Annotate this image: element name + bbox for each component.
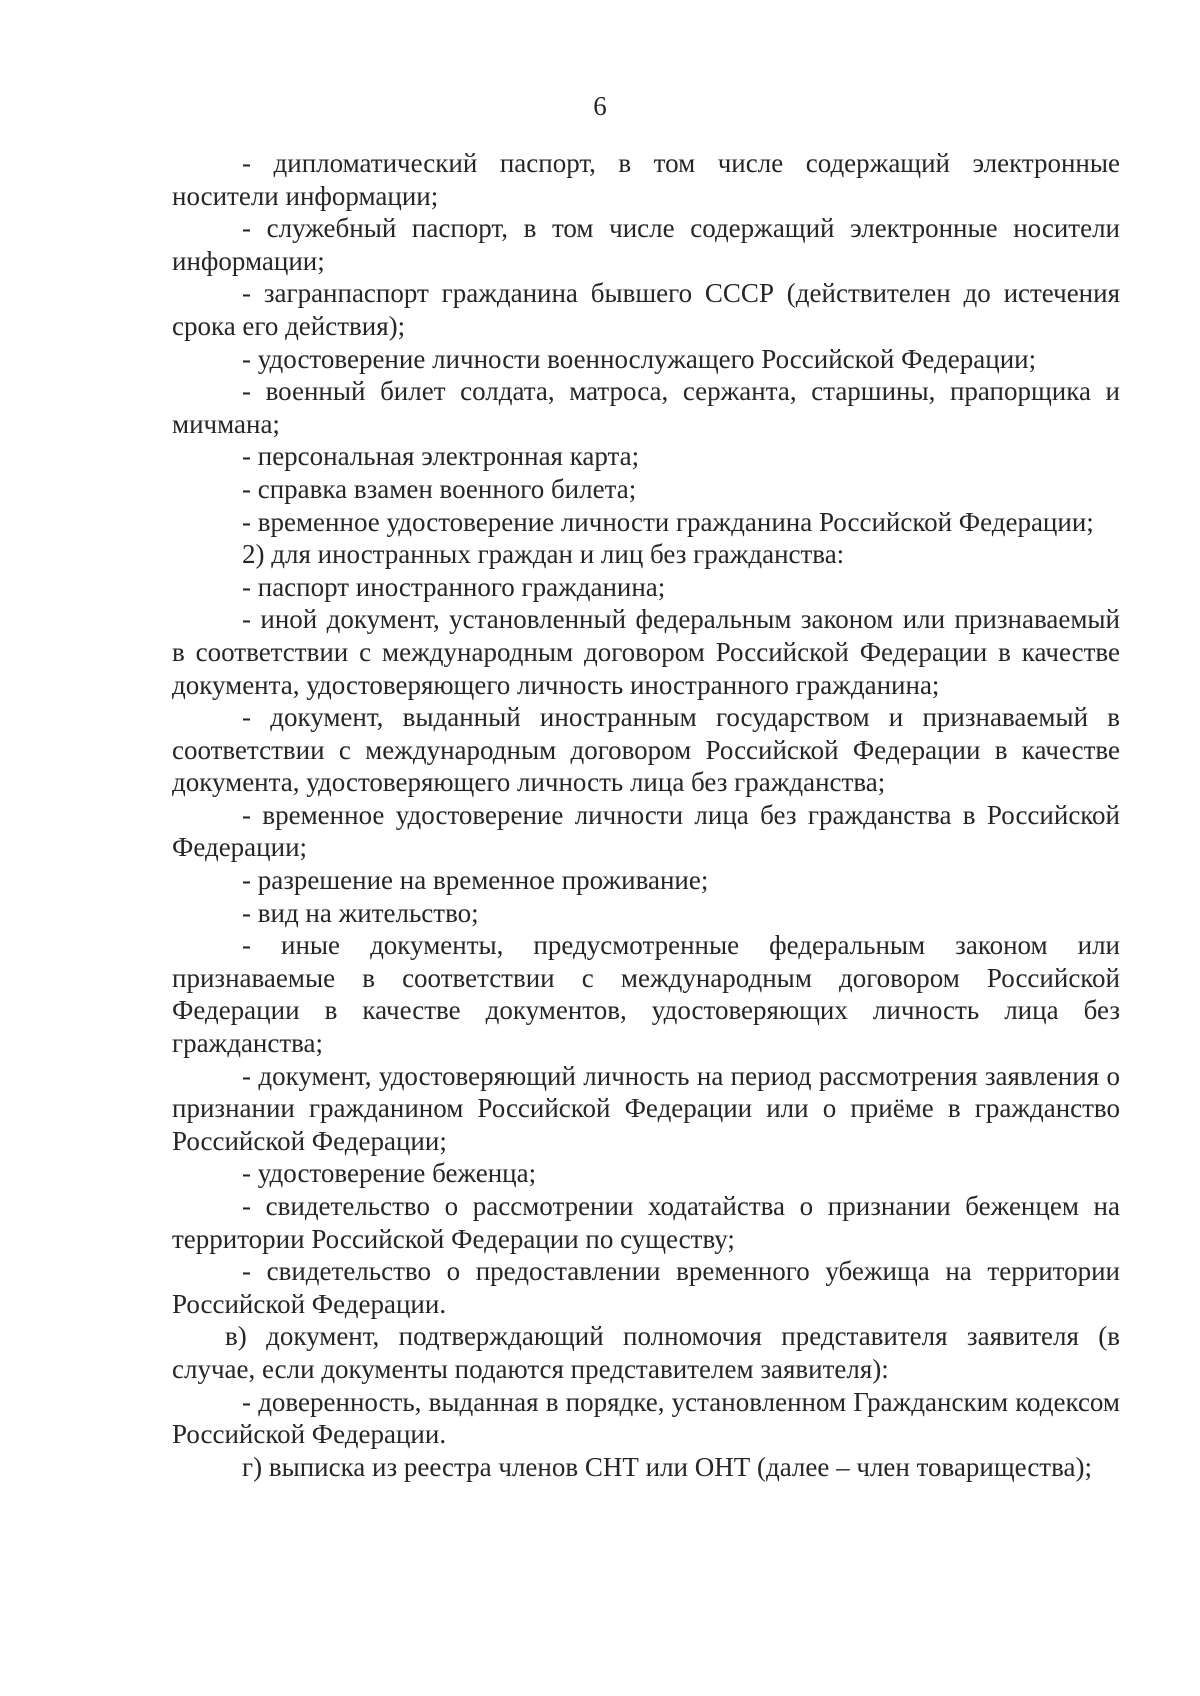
- paragraph-residence-permit: - вид на жительство;: [242, 897, 479, 928]
- paragraph-ussr-passport: - загранпаспорт гражданина бывшего СССР (действителен до истечения срока его действия);: [172, 278, 1120, 341]
- paragraph-temporary-id-citizen: - временное удостоверение личности гражданина Российской Федерации;: [242, 506, 1094, 537]
- paragraph-refugee-petition: - свидетельство о рассмотрении ходатайства о признании беженцем на территории Российской Федерации по существу;: [172, 1191, 1120, 1254]
- paragraph-foreign-passport: - паспорт иностранного гражданина;: [242, 571, 666, 602]
- paragraph-registry-extract: г) выписка из реестра членов СНТ или ОНТ (далее – член товарищества);: [242, 1451, 1092, 1482]
- paragraph-service-passport: - служебный паспорт, в том числе содержащий электронные носители информации;: [172, 213, 1120, 276]
- page-number: 6: [593, 91, 607, 121]
- paragraph-military-ticket: - военный билет солдата, матроса, сержанта, старшины, прапорщика и мичмана;: [172, 376, 1120, 439]
- paragraph-refugee-id: - удостоверение беженца;: [242, 1158, 537, 1189]
- paragraph-personal-card: - персональная электронная карта;: [242, 441, 640, 472]
- paragraph-temporary-residence: - разрешение на временное проживание;: [242, 865, 709, 896]
- paragraph-foreign-state-document: - документ, выданный иностранным государством и признаваемый в соответствии с международным договором Российской Федерации в качестве документа, удостоверяющего личность лица без гражданства;: [172, 702, 1120, 798]
- paragraph-certificate-instead: - справка взамен военного билета;: [242, 473, 637, 504]
- paragraph-review-period-document: - документ, удостоверяющий личность на период рассмотрения заявления о признании гражданином Российской Федерации или о приёме в гражданство Российской Федерации;: [172, 1060, 1120, 1156]
- paragraph-representative-authority: в) документ, подтверждающий полномочия представителя заявителя (в случае, если документы подаются представителем заявителя):: [172, 1321, 1120, 1384]
- paragraph-foreigners-heading: 2) для иностранных граждан и лиц без гражданства:: [242, 539, 845, 570]
- paragraph-military-id: - удостоверение личности военнослужащего Российской Федерации;: [242, 343, 1037, 374]
- paragraph-temporary-asylum: - свидетельство о предоставлении временного убежища на территории Российской Федерации.: [172, 1256, 1120, 1319]
- paragraph-power-of-attorney: - доверенность, выданная в порядке, установленном Гражданским кодексом Российской Федерации.: [172, 1386, 1120, 1450]
- paragraph-temporary-id-stateless: - временное удостоверение личности лица без гражданства в Российской Федерации;: [172, 799, 1120, 863]
- document-body: [172, 147, 1120, 1483]
- paragraph-diplomatic-passport: - дипломатический паспорт, в том числе содержащий электронные носители информации;: [172, 148, 1120, 211]
- paragraph-other-documents: - иные документы, предусмотренные федеральным законом или признаваемые в соответствии с международным договором Российской Федерации в качестве документов, удостоверяющих личность лица без гражданства;: [172, 930, 1120, 1059]
- paragraph-other-document: - иной документ, установленный федеральным законом или признаваемый в соответствии с международным договором Российской Федерации в качестве документа, удостоверяющего личность иностранного гражданина;: [172, 604, 1120, 700]
